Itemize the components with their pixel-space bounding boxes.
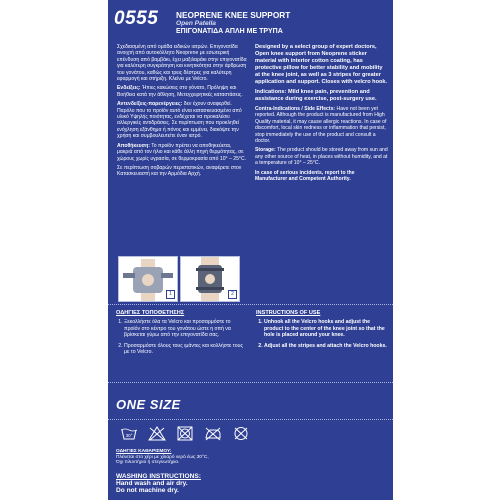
greek-wash-line: Όχι πλυντήριο ή στεγνωτήριο. [116,460,180,466]
product-leaflet [108,0,393,500]
greek-contra-label: Αντενδείξεις-παρενέργειες: [117,101,183,108]
english-wash-instructions [116,473,296,494]
greek-storage [117,143,247,162]
greek-indications [117,85,247,98]
hand-wash-30-icon [120,426,138,441]
english-storage-text: The product should be stored away from sun and any other source of heat, in places without humidity, and at a temperature of 10° – 25°C. [255,147,388,167]
greek-wash-heading: ΟΔΗΓΙΕΣ ΚΑΘΑΡΙΣΜΟΥ: [116,449,172,454]
divider [108,419,393,420]
english-contra-text: Have not been yet reported. Although the product is manufactured from High Quality material, it may cause allergic reactions. In case of discomfort, local skin redness or inflammation that persist, stop immediately the use of the product and consult a doctor. [255,106,387,145]
english-indications [255,89,388,103]
divider [108,304,393,305]
product-subtitle: Open Patella [176,20,216,27]
greek-wash-line: Πλένεται στο χέρι με χλιαρό νερό έως 30°C, [116,454,209,460]
greek-instructions-heading: ΟΔΗΓΙΕΣ ΤΟΠΟΘΕΤΗΣΗΣ [116,310,185,316]
fitting-step-2-image [180,256,240,302]
no-bleach-icon [148,426,166,441]
no-dry-clean-icon [232,426,250,441]
greek-storage-label: Αποθήκευση: [117,142,150,149]
product-code: 0555 [114,8,159,29]
size-label: ONE SIZE [116,397,181,412]
greek-contra-text: δεν έχουν αναφερθεί. Παρόλο που το προϊόν αυτό είναι κατασκευασμένο από υλικό Υψηλής ποιότητας, ενδέχεται να προκαλέσει αλλεργικές αντιδράσεις. Σε περίπτωση που προκληθεί ενόχληση εξάνθημα ή πόνος και εμμένει, διακόψτε την χρήση και συμβουλευτείτε έναν ιατρό. [117,101,242,140]
step-1-badge: 1 [166,290,175,299]
greek-indications-label: Ενδείξεις: [117,85,141,92]
greek-storage-text: Το προϊόν πρέπει να αποθηκεύεται, μακριά από τον ήλιο και κάθε άλλη πηγή θερμότητας, σε χώρους χωρίς υγρασία, σε θερμοκρασία από 10° – 25°C. [117,142,247,162]
english-contra-label: Contra-Indications / Side Effects: [255,106,336,112]
fitting-illustrations [118,256,378,300]
greek-report: Σε περίπτωση σοβαρών περιστατικών, αναφέρετε στον Κατασκευαστή και την Αρμόδια Αρχή. [117,164,242,178]
english-storage [255,147,388,166]
greek-contraindications [117,101,247,139]
english-description [255,44,388,185]
care-symbols [120,426,270,442]
product-title-greek: ΕΠΙΓΟΝΑΤΙΔΑ ΑΠΛΗ ΜΕ ΤΡΥΠΑ [176,28,283,35]
greek-instructions-list [116,319,244,355]
english-storage-label: Storage: [255,147,276,154]
step-2-badge: 2 [228,290,237,299]
english-indications-label: Indications: [255,89,287,95]
english-instructions-list [256,319,388,349]
svg-text:30°: 30° [125,433,133,438]
header [114,8,389,34]
english-indications-text: Mild knee pain, prevention and assistance during exercise, post-surgery use. [255,89,377,102]
greek-wash-instructions [116,449,296,466]
greek-instructions-step: 2. Προσαρμόστε όλους τους ιμάντες και κολλήστε τους με το Velcro. [124,343,244,356]
fitting-step-1-image [118,256,178,302]
greek-instructions [116,310,244,359]
english-contraindications [255,106,388,144]
divider [108,382,393,383]
greek-intro: Σχεδιασμένη από ομάδα ειδικών ιατρών. Επιγονατίδα ανοιχτή από αυτοκόλλητο Neoprene με εσωτερική επένδυση από βαμβάκι, έχει μαξιλαράκι στην επιγονατίδα για καλύτερη συγκράτηση και κινητικότητα στην άρθρωση του γονάτου, καθώς και τρεις δέστρες για καλύτερη εφαρμογή και στήριξη. Κλείνει με Velcro. [117,44,247,83]
english-instructions-step: 2. Adjust all the stripes and attach the Velcro hooks. [264,343,388,349]
english-instructions-heading: INSTRUCTIONS OF USE [256,310,321,316]
no-iron-icon [204,426,222,441]
english-report: In case of serious incidents, report to the Manufacturer and Competent Authority. [255,169,355,183]
product-title: NEOPRENE KNEE SUPPORT [176,10,291,20]
english-instructions-step: 1. Unhook all the Velcro hooks and adjust the product to the center of the knee joint so that the hole is placed around your knee. [264,319,388,338]
english-wash-line: Hand wash and air dry. [116,480,188,487]
greek-instructions-step: 1. Ξεκολλήστε όλα τα Velcro και προσαρμόστε το προϊόν στο κέντρο του γονάτου ώστε η οπή να βρίσκεται γύρω από την επιγονατίδα σας. [124,319,244,338]
no-tumble-dry-icon [176,426,194,441]
greek-indications-text: Ήπιες κακώσεις στο γόνατο, Πρόληψη και Βοήθεια κατά την άθληση, Μετεγχειρητικές καταστάσεις. [117,85,243,98]
english-instructions [256,310,388,353]
greek-description [117,44,247,181]
english-wash-line: Do not machine dry. [116,487,179,494]
english-intro: Designed by a select group of expert doctors, Open knee support from Neoprene sticker material with interior cotton coating, has protective pillow for better stability and mobility at the knee joint, as well as 3 stripes for greater application and support. Closes with velcro hook. [255,44,388,85]
english-wash-heading: WASHING INSTRUCTIONS: [116,473,201,480]
